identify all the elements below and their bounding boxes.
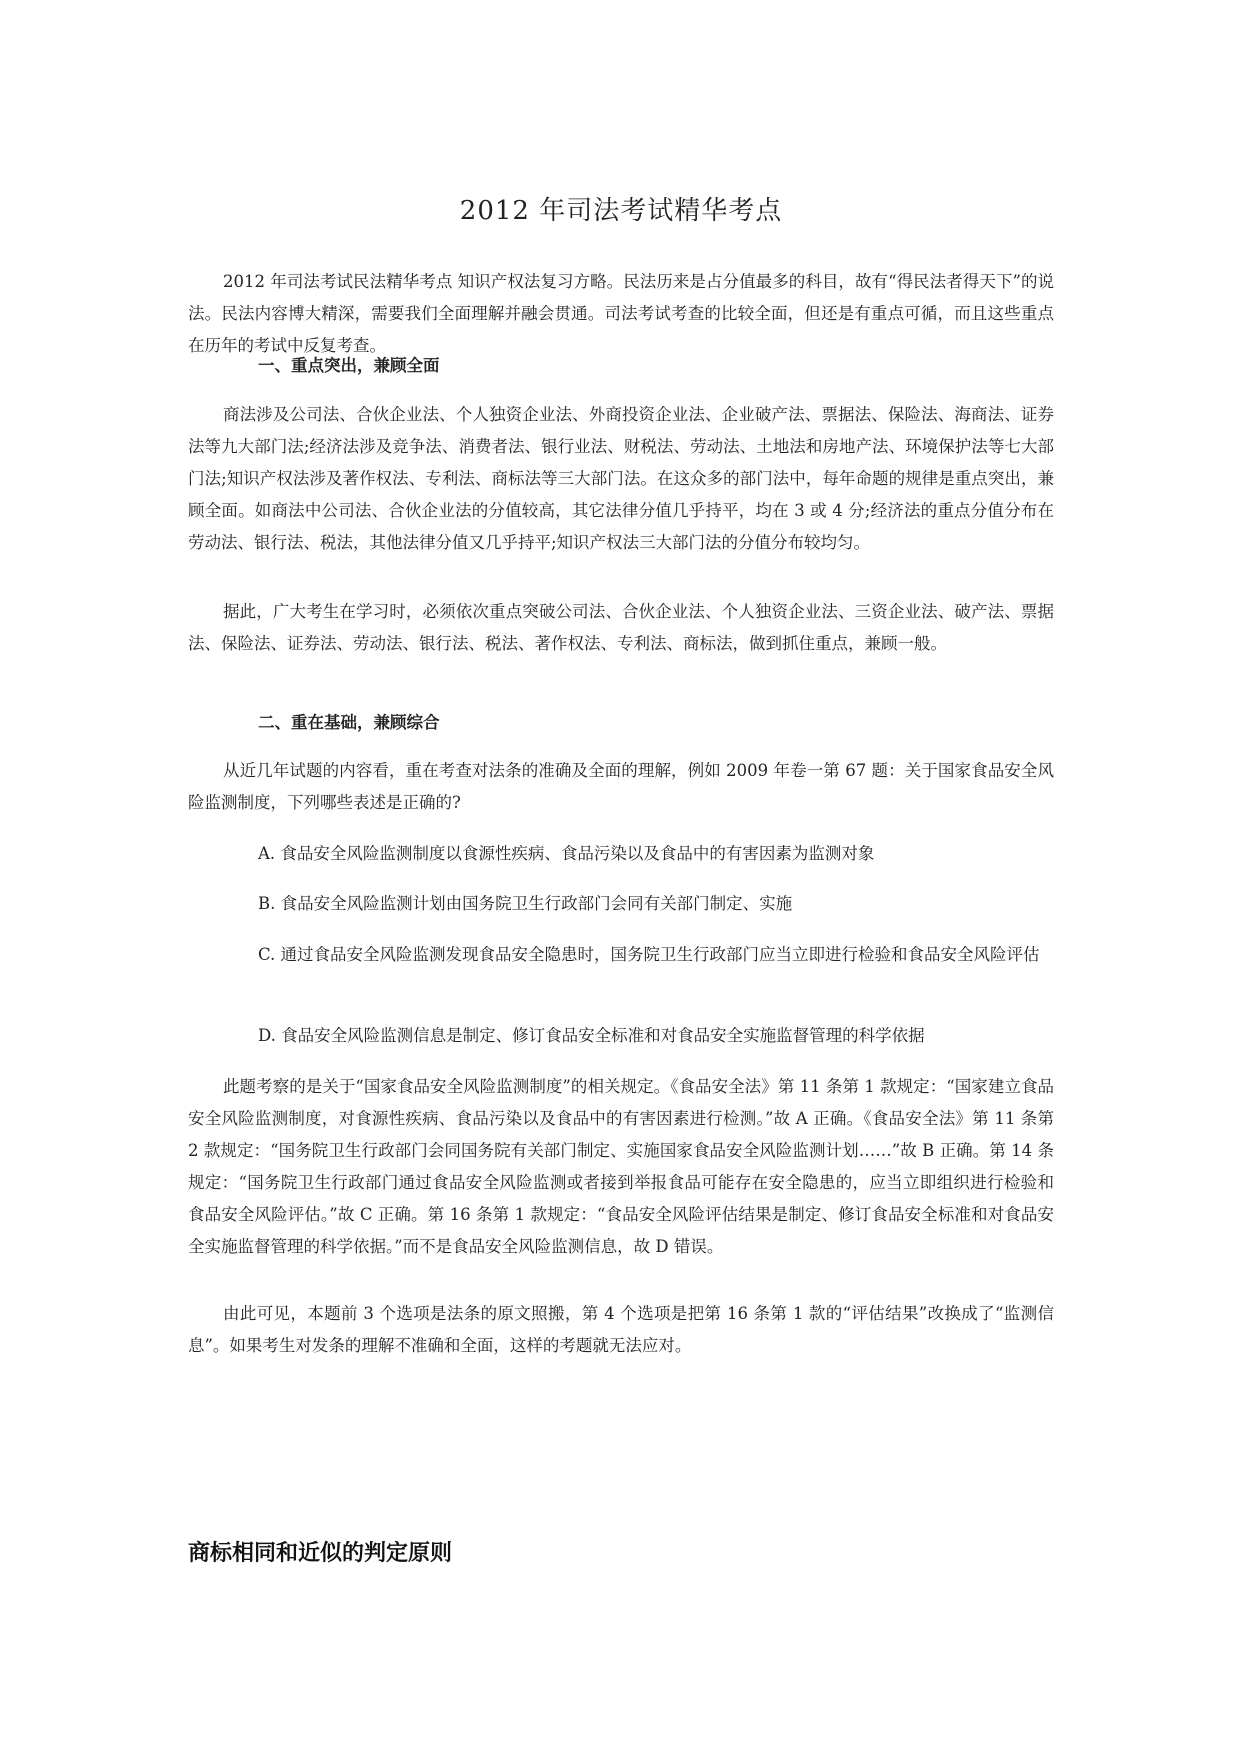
intro-paragraph: 2012 年司法考试民法精华考点 知识产权法复习方略。民法历来是占分值最多的科目，故有“得民法者得天下”的说法。民法内容博大精深，需要我们全面理解并融会贯通。司法考试考查的比较全面，但还是有重点可循，而且这些重点在历年的考试中反复考查。 bbox=[188, 272, 1054, 355]
paragraph-analysis: 此题考察的是关于“国家食品安全风险监测制度”的相关规定。《食品安全法》第 11 条第 1 款规定：“国家建立食品安全风险监测制度，对食源性疾病、食品污染以及食品中的有害因素进行检测。”故 A 正确。《食品安全法》第 11 条第 2 款规定：“国务院卫生行政部门会同国务院有关部门制定、实施国家食品安全风险监测计划……”故 B 正确。第 14 条规定：“国务院卫生行政部门通过食品安全风险监测或者接到举报食品可能存在安全隐患的，应当立即组织进行检验和食品安全风险评估。”故 C 正确。第 16 条第 1 款规定：“食品安全风险评估结果是制定、修订食品安全标准和对食品安全实施监督管理的科学依据。”而不是食品安全风险监测信息，故 D 错误。 bbox=[188, 1077, 1054, 1256]
section-title: 商标相同和近似的判定原则 bbox=[188, 1541, 453, 1566]
paragraph-study-advice: 据此，广大考生在学习时，必须依次重点突破公司法、合伙企业法、个人独资企业法、三资企业法、破产法、票据法、保险法、证券法、劳动法、银行法、税法、著作权法、专利法、商标法，做到抓住重点，兼顾一般。 bbox=[188, 602, 1054, 653]
option-d: D. 食品安全风险监测信息是制定、修订食品安全标准和对食品安全实施监督管理的科学依据 bbox=[258, 1026, 925, 1045]
paragraph-conclusion: 由此可见，本题前 3 个选项是法条的原文照搬，第 4 个选项是把第 16 条第 1 款的“评估结果”改换成了“监测信息”。如果考生对发条的理解不准确和全面，这样的考题就无法应对。 bbox=[188, 1304, 1054, 1355]
heading-key-points: 一、重点突出，兼顾全面 bbox=[258, 356, 440, 375]
paragraph-exam-question: 从近几年试题的内容看，重在考查对法条的准确及全面的理解，例如 2009 年卷一第 67 题：关于国家食品安全风险监测制度，下列哪些表述是正确的? bbox=[188, 761, 1054, 812]
document-title: 2012 年司法考试精华考点 bbox=[459, 196, 783, 226]
option-a: A. 食品安全风险监测制度以食源性疾病、食品污染以及食品中的有害因素为监测对象 bbox=[258, 844, 875, 863]
option-b: B. 食品安全风险监测计划由国务院卫生行政部门会同有关部门制定、实施 bbox=[258, 894, 793, 913]
option-c: C. 通过食品安全风险监测发现食品安全隐患时，国务院卫生行政部门应当立即进行检验和食品安全风险评估 bbox=[258, 945, 1040, 964]
paragraph-departments: 商法涉及公司法、合伙企业法、个人独资企业法、外商投资企业法、企业破产法、票据法、保险法、海商法、证券法等九大部门法;经济法涉及竞争法、消费者法、银行业法、财税法、劳动法、土地法和房地产法、环境保护法等七大部门法;知识产权法涉及著作权法、专利法、商标法等三大部门法。在这众多的部门法中，每年命题的规律是重点突出，兼顾全面。如商法中公司法、合伙企业法的分值较高，其它法律分值几乎持平，均在 3 或 4 分;经济法的重点分值分布在劳动法、银行法、税法，其他法律分值又几乎持平;知识产权法三大部门法的分值分布较均匀。 bbox=[188, 405, 1054, 552]
heading-basics: 二、重在基础，兼顾综合 bbox=[258, 713, 440, 732]
